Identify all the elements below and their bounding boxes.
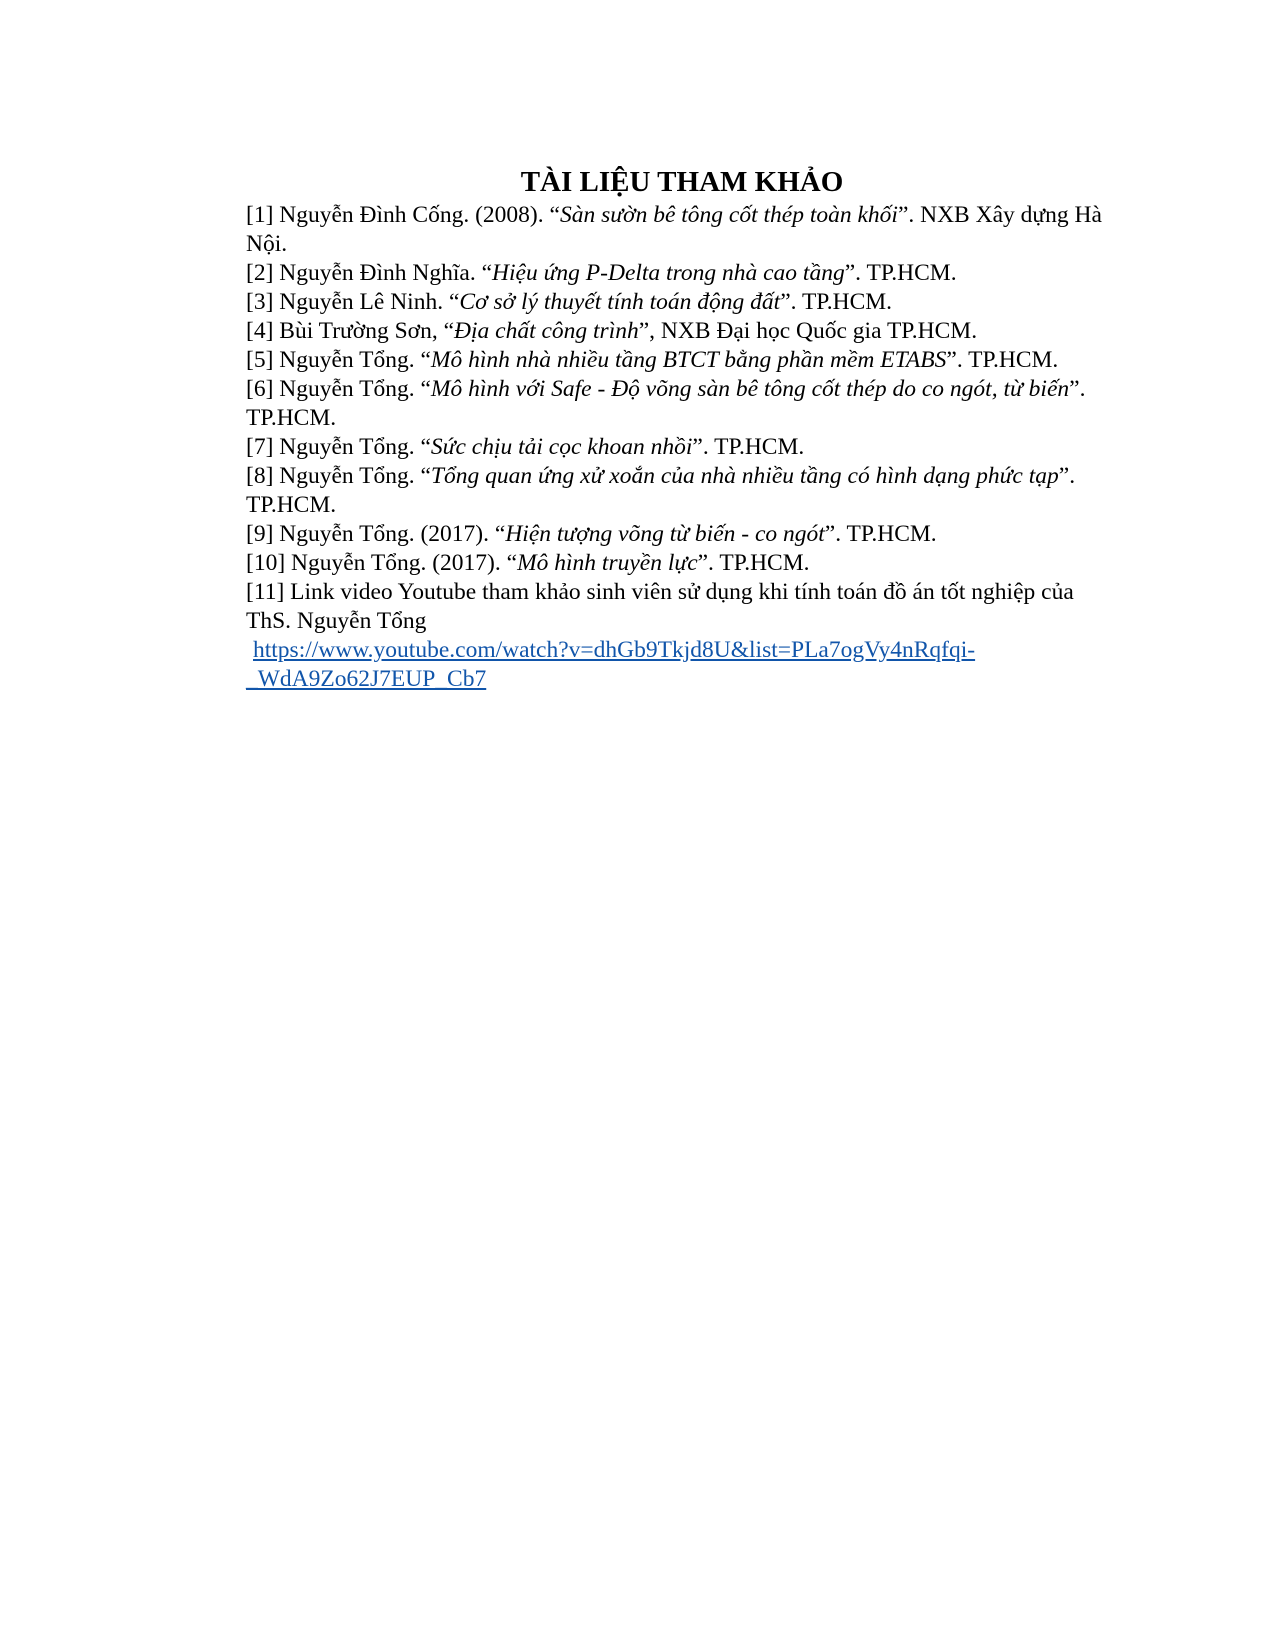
reference-text: [4] Bùi Trường Sơn, “ (246, 318, 455, 344)
reference-item-2 (246, 259, 1106, 288)
reference-text: [5] Nguyễn Tổng. “ (246, 347, 431, 373)
reference-item-3 (246, 288, 1106, 317)
reference-item-10 (246, 549, 1106, 578)
reference-title: Sức chịu tải cọc khoan nhồi (430, 434, 693, 460)
reference-text: ”. TP.HCM. (697, 550, 810, 576)
page-title: TÀI LIỆU THAM KHẢO (520, 166, 844, 198)
reference-text: [1] Nguyễn Đình Cống. (2008). “ (246, 202, 560, 228)
reference-title: Mô hình truyền lực (517, 550, 698, 576)
reference-item-1 (246, 201, 1106, 259)
reference-text: ”. TP.HCM. (946, 347, 1059, 373)
reference-item-4 (246, 317, 1106, 346)
reference-item-6 (246, 375, 1106, 433)
reference-item-8 (246, 462, 1106, 520)
reference-text: ”. TP.HCM. (824, 521, 937, 547)
reference-item-7 (246, 433, 1106, 462)
reference-text: ”. TP.HCM. (246, 463, 1076, 518)
reference-text: ”. NXB Xây dựng Hà Nội. (246, 202, 1102, 257)
reference-title: Hiện tượng võng từ biến - co ngót (505, 521, 825, 547)
reference-title: Địa chất công trình (454, 318, 639, 344)
youtube-link-part1: https://www.youtube.com/watch?v=dhGb9Tkjd8U&list=PLa7ogVy4nRqfqi- (253, 637, 976, 663)
reference-title: Cơ sở lý thuyết tính toán động đất (459, 289, 781, 315)
references-section (246, 163, 1106, 694)
reference-item-11: [11] Link video Youtube tham khảo sinh viên sử dụng khi tính toán đồ án tốt nghiệp của ThS. Nguyễn Tổng (246, 579, 1074, 634)
reference-text: [10] Nguyễn Tổng. (2017). “ (246, 550, 518, 576)
reference-text: ”. TP.HCM. (692, 434, 805, 460)
reference-text: ”. TP.HCM. (844, 260, 957, 286)
reference-item-9 (246, 520, 1106, 549)
reference-item-5 (246, 346, 1106, 375)
reference-text: [8] Nguyễn Tổng. “ (246, 463, 431, 489)
reference-text: [3] Nguyễn Lê Ninh. “ (246, 289, 460, 315)
reference-title: Mô hình với Safe - Độ võng sàn bê tông cốt thép do co ngót, từ biến (430, 376, 1070, 402)
reference-title: Sàn sườn bê tông cốt thép toàn khối (559, 202, 898, 228)
reference-title: Hiệu ứng P-Delta trong nhà cao tầng (492, 260, 845, 286)
youtube-link-part2: _WdA9Zo62J7EUP_Cb7 (246, 666, 487, 692)
reference-text: [7] Nguyễn Tổng. “ (246, 434, 431, 460)
reference-text: ”. TP.HCM. (246, 376, 1086, 431)
reference-text: [9] Nguyễn Tổng. (2017). “ (246, 521, 506, 547)
reference-text: [6] Nguyễn Tổng. “ (246, 376, 431, 402)
reference-text: ”. TP.HCM. (780, 289, 893, 315)
youtube-link[interactable] (246, 636, 975, 694)
reference-title: Tổng quan ứng xử xoắn của nhà nhiều tầng có hình dạng phức tạp (430, 463, 1059, 489)
reference-text: ”, NXB Đại học Quốc gia TP.HCM. (638, 318, 978, 344)
youtube-link-line (246, 636, 1106, 694)
reference-title: Mô hình nhà nhiều tầng BTCT bằng phần mềm ETABS (430, 347, 947, 373)
reference-text: [2] Nguyễn Đình Nghĩa. “ (246, 260, 493, 286)
